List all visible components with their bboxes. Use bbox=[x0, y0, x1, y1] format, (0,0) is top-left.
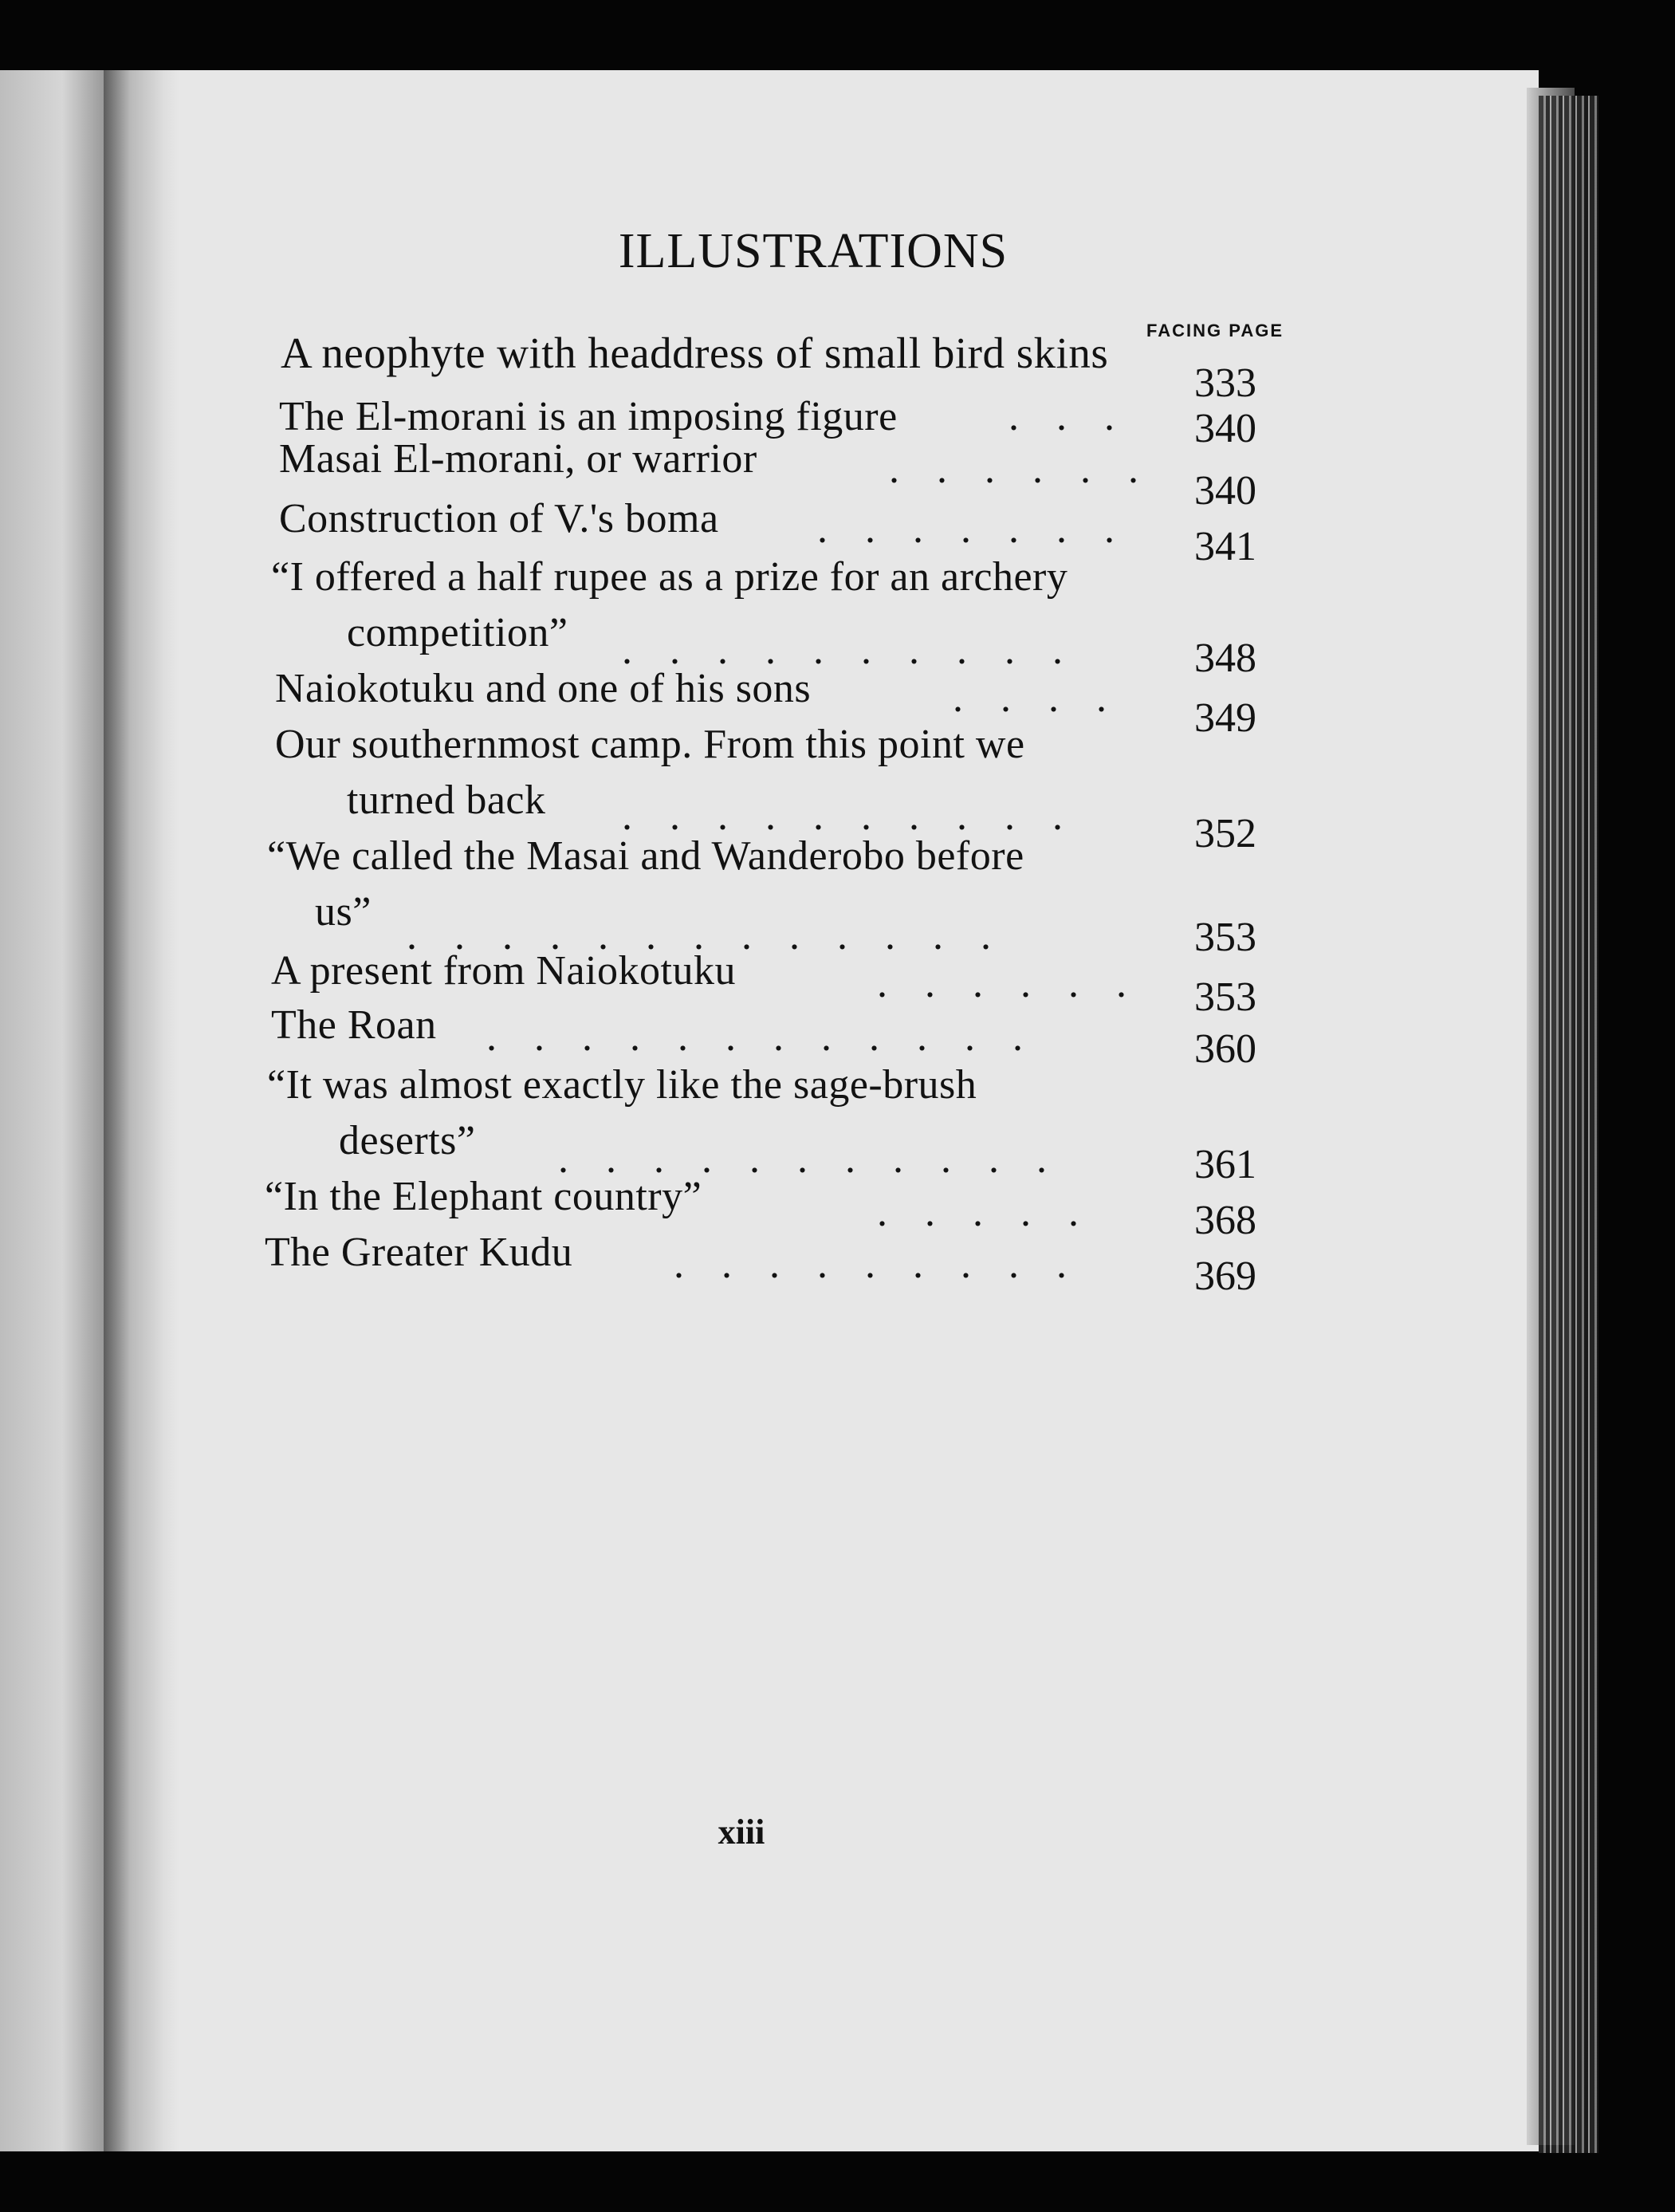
entry-8-page: 353 bbox=[1194, 915, 1256, 960]
page-number: xiii bbox=[718, 1813, 765, 1852]
entry-5-page: 348 bbox=[1194, 636, 1256, 681]
entry-6-leader-dots: . . . . bbox=[953, 675, 1108, 721]
entry-9-page: 353 bbox=[1194, 974, 1256, 1020]
entry-5-caption: “I offered a half rupee as a prize for an archery bbox=[271, 554, 1068, 600]
entry-4-page: 341 bbox=[1194, 524, 1256, 569]
entry-3-leader-dots: . . . . . . bbox=[889, 447, 1140, 492]
entry-12-page: 368 bbox=[1194, 1198, 1256, 1243]
entry-13-leader-dots: . . . . . . . . . bbox=[674, 1242, 1068, 1287]
entry-11-leader-dots: . . . . . . . . . . . bbox=[558, 1136, 1048, 1182]
page-title: ILLUSTRATIONS bbox=[618, 224, 1009, 278]
entry-9-leader-dots: . . . . . . bbox=[877, 961, 1128, 1006]
entry-13-page: 369 bbox=[1194, 1254, 1256, 1299]
entry-5-caption-cont: competition” bbox=[347, 610, 568, 655]
entry-11-page: 361 bbox=[1194, 1142, 1256, 1187]
entry-4-caption: Construction of V.'s boma bbox=[279, 496, 719, 541]
entry-7-page: 352 bbox=[1194, 811, 1256, 856]
entry-8-caption: “We called the Masai and Wanderobo before bbox=[267, 833, 1024, 879]
entry-13-caption: The Greater Kudu bbox=[265, 1230, 573, 1275]
entry-6-page: 349 bbox=[1194, 695, 1256, 741]
entry-10-caption: The Roan bbox=[271, 1002, 437, 1048]
entry-11-caption: “It was almost exactly like the sage-brush bbox=[267, 1062, 977, 1108]
entry-9-caption: A present from Naiokotuku bbox=[271, 948, 736, 994]
facing-page-header: FACING PAGE bbox=[1146, 321, 1284, 340]
entry-12-leader-dots: . . . . . bbox=[877, 1190, 1080, 1235]
entry-1-caption: A neophyte with headdress of small bird skins bbox=[281, 329, 1109, 377]
entry-10-page: 360 bbox=[1194, 1026, 1256, 1072]
entry-2-leader-dots: . . . bbox=[1009, 394, 1116, 439]
entry-8-leader-dots: . . . . . . . . . . . . . bbox=[407, 913, 993, 958]
entry-11-caption-cont: deserts” bbox=[339, 1118, 476, 1163]
entry-6-caption: Naiokotuku and one of his sons bbox=[275, 666, 812, 711]
entry-5-leader-dots: . . . . . . . . . . bbox=[622, 628, 1064, 673]
entry-3-page: 340 bbox=[1194, 468, 1256, 514]
entry-12-caption: “In the Elephant country” bbox=[265, 1174, 702, 1219]
entry-2-caption: The El-morani is an imposing figure bbox=[279, 394, 898, 439]
entry-10-leader-dots: . . . . . . . . . . . . bbox=[486, 1014, 1024, 1060]
entry-2-page: 340 bbox=[1194, 406, 1256, 451]
entry-3-caption: Masai El-morani, or warrior bbox=[279, 436, 757, 482]
entry-4-leader-dots: . . . . . . . bbox=[817, 506, 1116, 552]
entry-7-caption: Our southernmost camp. From this point we bbox=[275, 722, 1025, 767]
entry-1-page: 333 bbox=[1194, 360, 1256, 406]
entry-7-caption-cont: turned back bbox=[347, 777, 546, 823]
entry-7-leader-dots: . . . . . . . . . . bbox=[622, 793, 1064, 839]
entry-8-caption-cont: us” bbox=[315, 889, 372, 935]
